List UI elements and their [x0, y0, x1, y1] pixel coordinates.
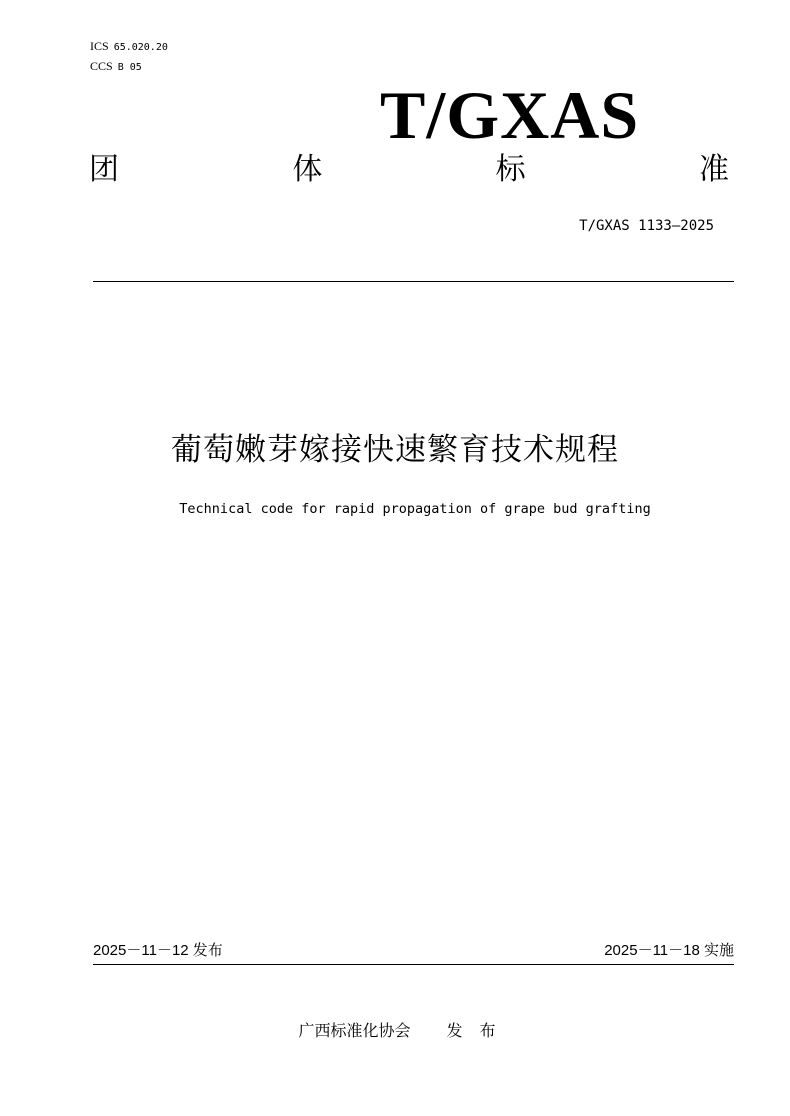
standard-type [89, 150, 729, 190]
ccs-code [90, 59, 142, 75]
ccs-label: CCS [90, 59, 113, 73]
standard-type-char: 标 [495, 152, 526, 187]
standard-type-char: 体 [292, 152, 323, 187]
implement-date: 2025－11－18 实施 [604, 942, 734, 959]
publish-date: 2025－11－12 发布 [93, 942, 223, 959]
ics-label: ICS [90, 39, 109, 53]
bottom-divider [93, 964, 734, 965]
publish-action: 发 布 [446, 1021, 502, 1040]
publisher-line [0, 1020, 790, 1042]
title-english: Technical code for rapid propagation of grape bud grafting [179, 501, 651, 517]
standard-logo: T/GXAS [380, 77, 640, 153]
ccs-value: B 05 [117, 62, 142, 73]
top-divider [93, 281, 734, 282]
standard-type-char: 团 [89, 152, 119, 187]
ics-value: 65.020.20 [113, 42, 168, 53]
standard-number: T/GXAS 1133—2025 [579, 218, 714, 234]
title-chinese: 葡萄嫩芽嫁接快速繁育技术规程 [171, 432, 619, 468]
standard-type-char: 准 [698, 152, 729, 187]
publisher-name: 广西标准化协会 [298, 1021, 411, 1040]
ics-code [90, 39, 168, 55]
